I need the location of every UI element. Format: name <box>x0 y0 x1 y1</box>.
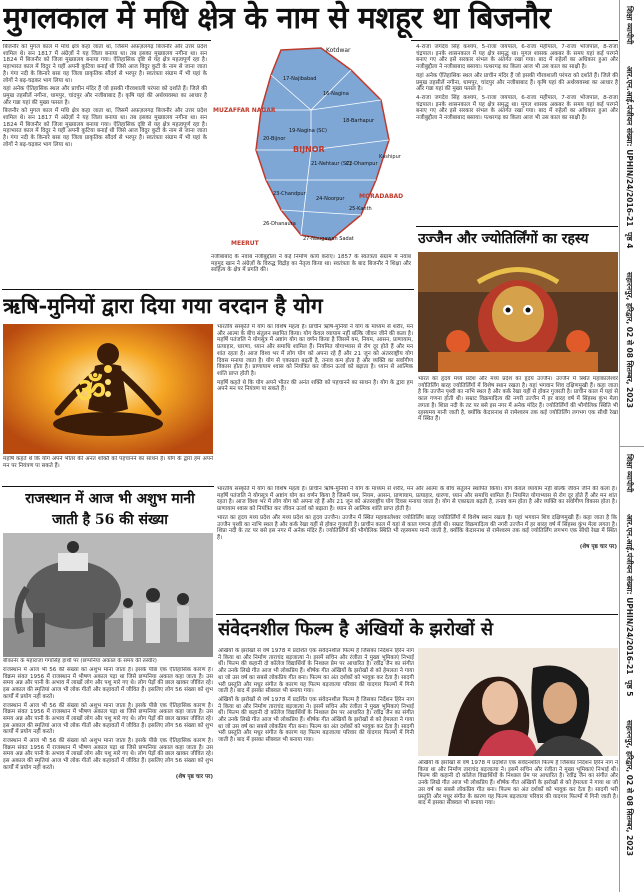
main-headline: मुगलकाल में मधि क्षेत्र के नाम से मशहूर था बिजनौर <box>3 1 551 36</box>
rajasthan-photo-caption: बीकानेर के महाराजा गंगासिंह हाथी पर (छप्पनिया अकाल के समय की तस्वीर) <box>3 658 157 664</box>
strip-divider <box>620 446 644 447</box>
strip-top-page: पृष्ठ 4 <box>625 232 634 249</box>
middle-paragraph-2: भारत का हृदय मध्य प्रदेश और मध्य प्रदेश का हृदय उज्जैन। उज्जैन में स्थित महाकालेश्वर ज्योतिर्लिंग बारह ज्योतिर्लिंगों में विशेष स्थान रखता है। यहां भगवान शिव दक्षिणमुखी हैं। कहा जाता है कि उज्जैन पृथ्वी का नाभि स्थल है और कर्क रेखा यहीं से होकर गुजरती है। प्राचीन काल में यहां से काल गणना होती थी। सम्राट विक्रमादित्य की नगरी उज्जैन में हर बारह वर्ष में सिंहस्थ कुंभ मेला लगता है। शिप्रा नदी के तट पर बसे इस नगर में अनेक मंदिर हैं। ज्योतिर्लिंगों की भौगोलिक स्थिति भी रहस्यमय मानी जाती है, क्योंकि केदारनाथ से रामेश्वरम तक कई ज्योतिर्लिंग लगभग एक सीधी रेखा में स्थित हैं। <box>217 514 617 541</box>
bijnor-below-map <box>211 254 411 286</box>
bijnor-col3-paragraph-3: 4-राजा जगदेव सिंह कश्यप, 5-राजा जयपाल, 6-राजा महीपाल, 7-राजा भोजपाल, 8-राजा चंद्रपाल। इनके शासनकाल में यह क्षेत्र समृद्ध था। मुगल शासक अकबर के समय यहां कई परगने बनाए गए और इसे सरकार संभल के अंतर्गत रखा गया। बाद में रुहेलों का अधिकार हुआ और नजीबुद्दौला ने नजीबाबाद बसाया। पत्थरगढ़ का किला आज भी उस काल का साक्षी है। <box>416 94 618 122</box>
yoga-under-image-text: महर्षि कहते थे कि योग अपने भीतर की अनंत शक्ति को पहचानने का साधन है। योग के द्वारा हम अपने मन पर नियंत्रण पा सकते हैं। <box>3 456 213 469</box>
film-rule <box>216 614 618 615</box>
ujjain-yoga-continued <box>217 486 617 612</box>
bijnor-paragraph-2: यहां अनेक ऐतिहासिक स्थल और प्राचीन मंदिर हैं जो इसकी गौरवशाली परंपरा को दर्शाते हैं। जिले की प्रमुख तहसीलें नगीना, धामपुर, चांदपुर और नजीबाबाद हैं। कृषि यहां की अर्थव्यवस्था का आधार है और गन्ना यहां की मुख्य फसल है। <box>3 86 207 106</box>
ujjain-paragraph-1: भारत का हृदय मध्य प्रदेश और मध्य प्रदेश का हृदय उज्जैन। उज्जैन में स्थित महाकालेश्वर ज्योतिर्लिंग बारह ज्योतिर्लिंगों में विशेष स्थान रखता है। यहां भगवान शिव दक्षिणमुखी हैं। कहा जाता है कि उज्जैन पृथ्वी का नाभि स्थल है और कर्क रेखा यहीं से होकर गुजरती है। प्राचीन काल में यहां से काल गणना होती थी। सम्राट विक्रमादित्य की नगरी उज्जैन में हर बारह वर्ष में सिंहस्थ कुंभ मेला लगता है। शिप्रा नदी के तट पर बसे इस नगर में अनेक मंदिर हैं। ज्योतिर्लिंगों की भौगोलिक स्थिति भी रहस्यमय मानी जाती है, क्योंकि केदारनाथ से रामेश्वरम तक कई ज्योतिर्लिंग लगभग एक सीधी रेखा में स्थित हैं। <box>418 376 618 423</box>
map-label-dhanaura: 26-Dhanaura <box>263 221 296 227</box>
strip-top-date: सहारनपुर, हरिद्वार, 02 से 08 सितम्बर, 2023 <box>625 272 634 408</box>
rajasthan-photo-art <box>3 533 213 657</box>
rajasthan-historic-photo <box>3 533 213 657</box>
yoga-photo-art <box>3 324 213 454</box>
map-label-muzaffarnagar: MUZAFFAR NAGAR <box>213 107 276 114</box>
middle-paragraph-1: भारतीय संस्कृति में योग का विशेष महत्व है। प्राचीन ऋषि-मुनियों ने योग के माध्यम से शरीर, मन और आत्मा के बीच संतुलन स्थापित किया। योग केवल व्यायाम नहीं बल्कि जीवन जीने की कला है। महर्षि पतंजलि ने योगसूत्र में अष्टांग योग का वर्णन किया है जिसमें यम, नियम, आसन, प्राणायाम, प्रत्याहार, धारणा, ध्यान और समाधि शामिल हैं। नियमित योगाभ्यास से रोग दूर होते हैं और मन शांत रहता है। आज विश्व भर में लोग योग को अपना रहे हैं और 21 जून को अंतरराष्ट्रीय योग दिवस मनाया जाता है। योग से एकाग्रता बढ़ती है, तनाव कम होता है और व्यक्ति का सर्वांगीण विकास होता है। प्राणायाम श्वास को नियंत्रित कर जीवन ऊर्जा को बढ़ाता है। ध्यान से आत्मिक शांति प्राप्त होती है। <box>217 486 617 513</box>
yoga-rule <box>2 289 414 290</box>
map-label-bijnor: 20-Bijnor <box>263 136 286 142</box>
om-symbol: ॐ <box>75 371 107 411</box>
map-label-chandpur: 23-Chandpur <box>273 191 306 197</box>
yoga-paragraph-1: भारतीय संस्कृति में योग का विशेष महत्व है। प्राचीन ऋषि-मुनियों ने योग के माध्यम से शरीर, मन और आत्मा के बीच संतुलन स्थापित किया। योग केवल व्यायाम नहीं बल्कि जीवन जीने की कला है। महर्षि पतंजलि ने योगसूत्र में अष्टांग योग का वर्णन किया है जिसमें यम, नियम, आसन, प्राणायाम, प्रत्याहार, धारणा, ध्यान और समाधि शामिल हैं। नियमित योगाभ्यास से रोग दूर होते हैं और मन शांत रहता है। आज विश्व भर में लोग योग को अपना रहे हैं और 21 जून को अंतरराष्ट्रीय योग दिवस मनाया जाता है। योग से एकाग्रता बढ़ती है, तनाव कम होता है और व्यक्ति का सर्वांगीण विकास होता है। प्राणायाम श्वास को नियंत्रित कर जीवन ऊर्जा को बढ़ाता है। ध्यान से आत्मिक शांति प्राप्त होती है। <box>217 324 413 377</box>
bijnor-district-map <box>211 40 411 250</box>
film-col2-paragraph: अंखियों के झरोखों से वर्ष 1978 में प्रदर्शित एक संवेदनशील फिल्म है जिसका निर्देशन हिरेन नाग ने किया था और निर्माण ताराचंद बड़जात्या ने। इसमें सचिन और रंजीता ने मुख्य भूमिकाएं निभाई थीं। फिल्म की कहानी दो कॉलेज विद्यार्थियों के निश्छल प्रेम पर आधारित है। रवींद्र जैन का संगीत और उनके लिखे गीत आज भी लोकप्रिय हैं। शीर्षक गीत अंखियों के झरोखों से को हेमलता ने गाया था जो उस वर्ष का सबसे लोकप्रिय गीत बना। फिल्म का अंत दर्शकों को भावुक कर देता है। सादगी भरी प्रस्तुति और मधुर संगीत के कारण यह फिल्म बड़जात्या परिवार की यादगार फिल्मों में गिनी जाती है। बाद में इसका सीक्वल भी बनाया गया। <box>418 760 618 807</box>
map-label-nagina: 16-Nagina <box>323 91 349 97</box>
rajasthan-continued-tag: (शेष पृष्ठ चार पर) <box>175 773 213 780</box>
map-label-kanth: 25-Kanth <box>349 206 372 212</box>
film-headline: संवेदनशील फिल्म है अंखियों के झरोखों से <box>218 619 494 640</box>
rajasthan-article <box>3 667 213 877</box>
map-label-barhapur: 18-Barhapur <box>343 118 375 124</box>
bijnor-article-col3 <box>416 44 618 224</box>
ujjain-rule <box>416 226 618 227</box>
bijnor-paragraph-3: बिजनौर को मुगल काल में मधि क्षेत्र कहा जाता था, जिसमें अफ़ज़लगढ़ बिजनौर और उत्तर प्रदेश शामिल थे। सन 1817 में अंग्रेज़ों ने यह जिला बनाया था। तब इसका मुख्यालय नगीना था। सन 1824 में बिजनौर को जिला मुख्यालय बनाया गया। ऐतिहासिक दृष्टि से यह क्षेत्र महत्वपूर्ण रहा है। महाभारत काल में विदुर ने यहीं अपनी कुटिया बनाई थी जिसे आज विदुर कुटी के नाम से जाना जाता है। गंगा नदी के किनारे बसा यह जिला प्राकृतिक सौंदर्य से भरपूर है। स्वतंत्रता संग्राम में भी यहां के लोगों ने बढ़-चढ़कर भाग लिया था। <box>3 108 207 148</box>
map-label-najibabad: 17-Najibabad <box>283 76 317 82</box>
film-still-photo <box>418 648 618 756</box>
map-label-meerut: MEERUT <box>231 240 259 247</box>
yoga-meditation-photo <box>3 324 213 454</box>
map-label-dhampur: 22-Dhampur <box>346 161 378 167</box>
strip-bottom-section: शिक्षा व्यापीपी <box>625 454 634 493</box>
strip-top-reg: आर.एन.आई.पंजीयन संख्या: UPHIN/24/2016-21 <box>625 66 634 227</box>
rajasthan-paragraph-2: राजस्थान में आज भी 56 की संख्या को अशुभ माना जाता है। इसके पीछे एक ऐतिहासिक कारण है। विक्रम संवत 1956 में राजस्थान में भीषण अकाल पड़ा था जिसे छप्पनिया अकाल कहा जाता है। उस समय अन्न और पानी के अभाव में लाखों लोग और पशु मारे गए थे। लोग पेड़ों की छाल खाकर जीवित रहे। इस अकाल की स्मृतियां आज भी लोक गीतों और कहावतों में जीवित हैं। इसलिए लोग 56 संख्या को शुभ कार्यों में प्रयोग नहीं करते। <box>3 702 213 736</box>
rajasthan-rule <box>2 486 214 487</box>
ujjain-article <box>418 376 618 466</box>
film-article-col2 <box>418 760 618 878</box>
bijnor-col3-paragraph-1: 4-राजा जगदेव सिंह कश्यप, 5-राजा जयपाल, 6-राजा महीपाल, 7-राजा भोजपाल, 8-राजा चंद्रपाल। इनके शासनकाल में यह क्षेत्र समृद्ध था। मुगल शासक अकबर के समय यहां कई परगने बनाए गए और इसे सरकार संभल के अंतर्गत रखा गया। बाद में रुहेलों का अधिकार हुआ और नजीबुद्दौला ने नजीबाबाद बसाया। पत्थरगढ़ का किला आज भी उस काल का साक्षी है। <box>416 44 618 71</box>
mahakal-photo <box>418 252 618 372</box>
bijnor-col3-paragraph-2: यहां अनेक ऐतिहासिक स्थल और प्राचीन मंदिर हैं जो इसकी गौरवशाली परंपरा को दर्शाते हैं। जिले की प्रमुख तहसीलें नगीना, धामपुर, चांदपुर और नजीबाबाद हैं। कृषि यहां की अर्थव्यवस्था का आधार है और गन्ना यहां की मुख्य फसल है। <box>416 72 618 93</box>
strip-bottom-reg: आर.एन.आई.पंजीयन संख्या: UPHIN/24/2016-21 <box>625 514 634 675</box>
yoga-under-image <box>3 456 213 482</box>
bijnor-below-map-text: नजीबाबाद के नवाब नजीबुद्दौला ने कई निर्माण कार्य कराए। 1857 के स्वतंत्रता संग्राम में नवाब महमूद खान ने अंग्रेज़ों के विरुद्ध विद्रोह का नेतृत्व किया था। स्वतंत्रता के बाद बिजनौर ने शिक्षा और साहित्य के क्षेत्र में प्रगति की। <box>211 254 411 274</box>
yoga-headline: ऋषि-मुनियों द्वारा दिया गया वरदान है योग <box>3 293 323 318</box>
strip-bottom-page: पृष्ठ 5 <box>625 680 634 697</box>
bijnor-article-col1 <box>3 44 207 286</box>
rajasthan-paragraph-1: राजस्थान में आज भी 56 की संख्या को अशुभ माना जाता है। इसके पीछे एक ऐतिहासिक कारण है। विक्रम संवत 1956 में राजस्थान में भीषण अकाल पड़ा था जिसे छप्पनिया अकाल कहा जाता है। उस समय अन्न और पानी के अभाव में लाखों लोग और पशु मारे गए थे। लोग पेड़ों की छाल खाकर जीवित रहे। इस अकाल की स्मृतियां आज भी लोक गीतों और कहावतों में जीवित हैं। इसलिए लोग 56 संख्या को शुभ कार्यों में प्रयोग नहीं करते। <box>3 667 213 700</box>
map-svg <box>211 40 411 250</box>
map-label-kashipur: Kashipur <box>379 154 401 160</box>
page-side-strip <box>619 0 644 892</box>
rajasthan-paragraph-3: राजस्थान में आज भी 56 की संख्या को अशुभ माना जाता है। इसके पीछे एक ऐतिहासिक कारण है। विक्रम संवत 1956 में राजस्थान में भीषण अकाल पड़ा था जिसे छप्पनिया अकाल कहा जाता है। उस समय अन्न और पानी के अभाव में लाखों लोग और पशु मारे गए थे। लोग पेड़ों की छाल खाकर जीवित रहे। इस अकाल की स्मृतियां आज भी लोक गीतों और कहावतों में जीवित हैं। इसलिए लोग 56 संख्या को शुभ कार्यों में प्रयोग नहीं करते। <box>3 738 213 771</box>
rajasthan-headline-line1: राजस्थान में आज भी अशुभ मानी <box>25 491 195 507</box>
map-label-naugawan: 27-Naugawan Sadat <box>303 236 354 242</box>
bijnor-paragraph-1: बिजनौर को मुगल काल में मधि क्षेत्र कहा जाता था, जिसमें अफ़ज़लगढ़ बिजनौर और उत्तर प्रदेश शामिल थे। सन 1817 में अंग्रेज़ों ने यह जिला बनाया था। तब इसका मुख्यालय नगीना था। सन 1824 में बिजनौर को जिला मुख्यालय बनाया गया। ऐतिहासिक दृष्टि से यह क्षेत्र महत्वपूर्ण रहा है। महाभारत काल में विदुर ने यहीं अपनी कुटिया बनाई थी जिसे आज विदुर कुटी के नाम से जाना जाता है। गंगा नदी के किनारे बसा यह जिला प्राकृतिक सौंदर्य से भरपूर है। स्वतंत्रता संग्राम में भी यहां के लोगों ने बढ़-चढ़कर भाग लिया था। <box>3 44 207 84</box>
strip-top-section: शिक्षा व्यापीपी <box>625 6 634 45</box>
strip-bottom-date: सहारनपुर, हरिद्वार, 02 से 08 सितम्बर, 2023 <box>625 720 634 856</box>
yoga-article <box>217 324 413 481</box>
map-label-district: BIJNOR <box>293 145 325 154</box>
film-paragraph-1: अंखियों के झरोखों से वर्ष 1978 में प्रदर्शित एक संवेदनशील फिल्म है जिसका निर्देशन हिरेन नाग ने किया था और निर्माण ताराचंद बड़जात्या ने। इसमें सचिन और रंजीता ने मुख्य भूमिकाएं निभाई थीं। फिल्म की कहानी दो कॉलेज विद्यार्थियों के निश्छल प्रेम पर आधारित है। रवींद्र जैन का संगीत और उनके लिखे गीत आज भी लोकप्रिय हैं। शीर्षक गीत अंखियों के झरोखों से को हेमलता ने गाया था जो उस वर्ष का सबसे लोकप्रिय गीत बना। फिल्म का अंत दर्शकों को भावुक कर देता है। सादगी भरी प्रस्तुति और मधुर संगीत के कारण यह फिल्म बड़जात्या परिवार की यादगार फिल्मों में गिनी जाती है। बाद में इसका सीक्वल भी बनाया गया। <box>218 648 414 695</box>
map-label-noorpur: 24-Noorpur <box>316 196 345 202</box>
map-label-nehtaur: 21-Nehtaur (SC) <box>311 161 352 167</box>
yoga-paragraph-2: महर्षि कहते थे कि योग अपने भीतर की अनंत शक्ति को पहचानने का साधन है। योग के द्वारा हम अपने मन पर नियंत्रण पा सकते हैं। <box>217 379 413 393</box>
map-label-nagina-sc: 19-Nagina (SC) <box>289 128 327 134</box>
map-label-moradabad: MORADABAD <box>359 193 404 200</box>
mahakal-photo-art <box>418 252 618 372</box>
film-article-col1 <box>218 648 414 878</box>
map-label-kotdwar: Kotdwar <box>326 47 351 54</box>
film-paragraph-2: अंखियों के झरोखों से वर्ष 1978 में प्रदर्शित एक संवेदनशील फिल्म है जिसका निर्देशन हिरेन नाग ने किया था और निर्माण ताराचंद बड़जात्या ने। इसमें सचिन और रंजीता ने मुख्य भूमिकाएं निभाई थीं। फिल्म की कहानी दो कॉलेज विद्यार्थियों के निश्छल प्रेम पर आधारित है। रवींद्र जैन का संगीत और उनके लिखे गीत आज भी लोकप्रिय हैं। शीर्षक गीत अंखियों के झरोखों से को हेमलता ने गाया था जो उस वर्ष का सबसे लोकप्रिय गीत बना। फिल्म का अंत दर्शकों को भावुक कर देता है। सादगी भरी प्रस्तुति और मधुर संगीत के कारण यह फिल्म बड़जात्या परिवार की यादगार फिल्मों में गिनी जाती है। बाद में इसका सीक्वल भी बनाया गया। <box>218 696 414 744</box>
rajasthan-headline-line2: जाती है 56 की संख्या <box>52 512 168 528</box>
yoga-continued-tag: (शेष पृष्ठ चार पर) <box>579 543 617 550</box>
film-photo-art <box>418 648 618 756</box>
ujjain-headline: उज्जैन और ज्योतिर्लिंगों का रहस्य <box>418 231 589 247</box>
